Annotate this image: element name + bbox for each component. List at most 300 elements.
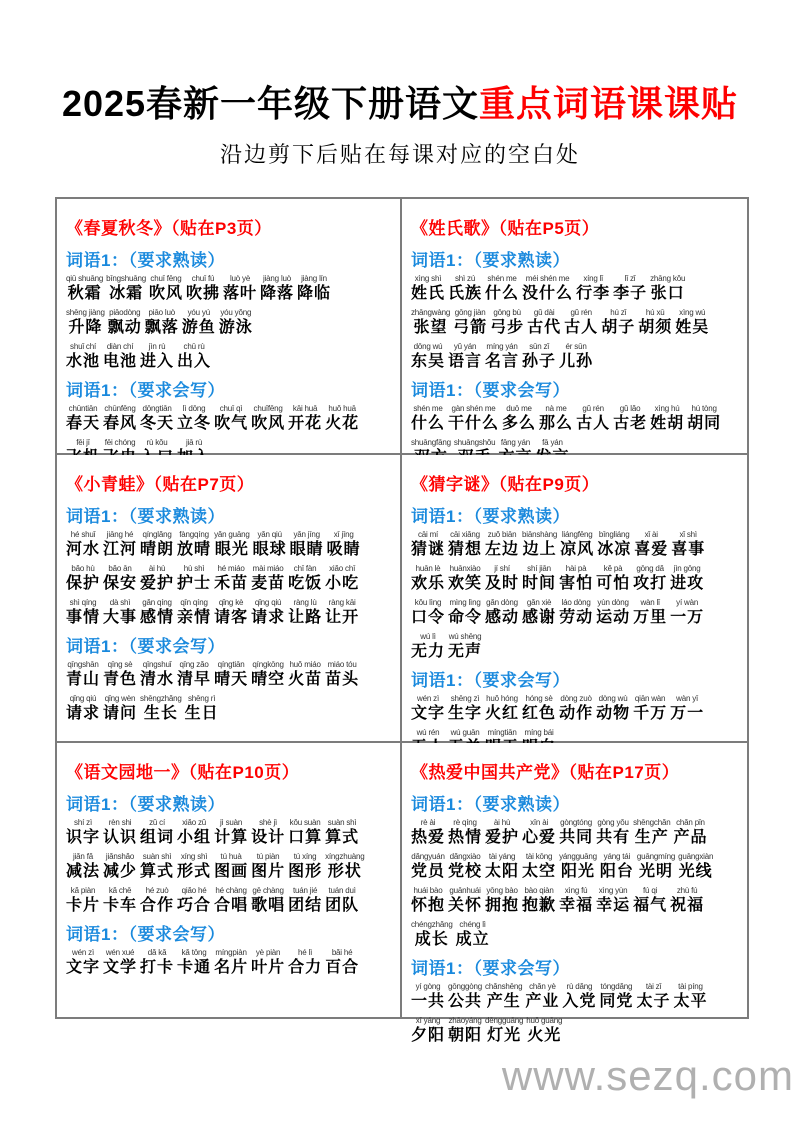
word-characters: 及时	[485, 575, 520, 592]
word-characters: 拥抱	[485, 897, 520, 914]
word-item	[140, 404, 174, 434]
word-characters: 运动	[596, 609, 631, 626]
word-line	[66, 564, 399, 594]
word-item	[177, 404, 211, 434]
word-pinyin: fēi chóng	[104, 438, 136, 447]
word-item	[251, 564, 285, 594]
card-title: 《热爱中国共产党》（贴在P17页）	[411, 763, 680, 782]
word-characters: 光线	[678, 863, 713, 880]
word-pinyin: ài hù	[148, 564, 166, 573]
word-characters: 青山	[66, 671, 101, 688]
word-item	[448, 598, 482, 628]
word-item	[103, 564, 137, 594]
word-characters: 冰凉	[597, 541, 632, 558]
word-pinyin: huānxiào	[449, 564, 481, 573]
word-pinyin: xíngzhuàng	[325, 852, 365, 861]
word-item	[522, 694, 556, 724]
word-item	[219, 308, 253, 338]
word-characters: 那么	[539, 415, 574, 432]
word-item	[103, 660, 137, 690]
word-characters: 亲情	[177, 609, 212, 626]
word-item	[177, 530, 211, 560]
word-pinyin: guānhuái	[449, 886, 481, 895]
word-item	[214, 564, 248, 594]
word-item	[485, 598, 519, 628]
word-characters: 口令	[411, 609, 446, 626]
word-pinyin: mài miáo	[252, 564, 284, 573]
word-item	[600, 852, 634, 882]
word-item	[633, 564, 667, 594]
word-item	[596, 818, 630, 848]
word-line	[411, 920, 746, 950]
word-characters: 名言	[485, 353, 520, 370]
word-pinyin: kǒu suàn	[289, 818, 321, 827]
word-characters: 太阳	[485, 863, 520, 880]
word-pinyin: yǎn qiú	[257, 530, 282, 539]
word-pinyin: kǎ tōng	[181, 948, 207, 957]
word-item	[66, 886, 100, 916]
word-item	[634, 530, 668, 560]
word-pinyin: fàngqíng	[179, 530, 209, 539]
word-item	[66, 694, 100, 724]
word-characters: 命令	[448, 609, 483, 626]
word-characters: 文字	[411, 705, 446, 722]
word-pinyin: suàn shì	[327, 818, 357, 827]
word-item	[596, 564, 630, 594]
word-line	[411, 598, 746, 628]
word-pinyin: huái bào	[413, 886, 443, 895]
word-pinyin: míngpiàn	[215, 948, 247, 957]
word-characters: 晴空	[251, 671, 286, 688]
word-pinyin: wú shēng	[448, 632, 482, 641]
word-item	[288, 886, 322, 916]
word-line	[66, 694, 399, 724]
word-pinyin: hù shì	[183, 564, 205, 573]
word-pinyin: zhāng kǒu	[650, 274, 686, 283]
word-item	[251, 598, 285, 628]
word-characters: 生字	[448, 705, 483, 722]
word-item	[638, 308, 672, 338]
word-pinyin: hóng sè	[525, 694, 553, 703]
word-characters: 儿孙	[559, 353, 594, 370]
word-pinyin: qīn qíng	[180, 598, 208, 607]
word-characters: 喜事	[671, 541, 706, 558]
word-characters: 幸运	[596, 897, 631, 914]
word-item	[576, 274, 610, 304]
watermark: www.sezq.com	[501, 1052, 794, 1099]
word-item	[564, 308, 598, 338]
word-pinyin: tóngdǎng	[600, 982, 633, 991]
word-characters: 成立	[455, 931, 490, 948]
word-pinyin: gǎn xiè	[526, 598, 552, 607]
word-pinyin: xìng wú	[679, 308, 706, 317]
word-pinyin: qīngshān	[67, 660, 99, 669]
word-item	[633, 818, 670, 848]
word-pinyin: hú xū	[645, 308, 665, 317]
word-item	[560, 530, 594, 560]
word-item	[636, 982, 670, 1012]
word-item	[288, 598, 322, 628]
word-characters: 时间	[522, 575, 557, 592]
word-characters: 游鱼	[181, 319, 216, 336]
word-item	[596, 598, 630, 628]
word-item	[559, 818, 593, 848]
word-characters: 卡片	[66, 897, 101, 914]
word-card-grid	[55, 197, 749, 1044]
word-characters: 感动	[485, 609, 520, 626]
word-characters: 胡同	[687, 415, 722, 432]
word-pinyin: jiā rù	[185, 438, 203, 447]
section-label: 词语1：（要求会写）	[411, 671, 570, 690]
word-item	[214, 818, 248, 848]
word-line	[411, 308, 746, 338]
word-item	[325, 598, 359, 628]
word-item	[140, 660, 174, 690]
word-characters: 火红	[485, 705, 520, 722]
word-pinyin: jiǎnshǎo	[105, 852, 135, 861]
word-line	[411, 818, 746, 848]
word-pinyin: rè ài	[420, 818, 436, 827]
word-item	[650, 404, 684, 434]
word-pinyin: ràng lù	[293, 598, 317, 607]
word-pinyin: huǒ guāng	[526, 1016, 563, 1025]
section-label: 词语1：（要求会写）	[411, 381, 570, 400]
word-item	[251, 818, 285, 848]
word-item	[66, 564, 100, 594]
word-item	[66, 852, 100, 882]
word-pinyin: chuīfēng	[253, 404, 283, 413]
word-characters: 感情	[140, 609, 175, 626]
word-characters: 图画	[214, 863, 249, 880]
word-item	[637, 852, 675, 882]
word-item	[678, 852, 713, 882]
word-characters: 巧合	[177, 897, 212, 914]
word-pinyin: jiǎn fǎ	[73, 852, 93, 861]
word-item	[411, 342, 445, 372]
word-pinyin: tuán jié	[293, 886, 318, 895]
word-characters: 张口	[650, 285, 685, 302]
word-item	[103, 948, 137, 978]
word-characters: 护士	[177, 575, 212, 592]
section-label: 词语1：（要求会写）	[66, 925, 225, 944]
word-pinyin: rù dǎng	[566, 982, 593, 991]
word-characters: 产品	[673, 829, 708, 846]
word-pinyin: xìng fú	[564, 886, 588, 895]
word-item	[140, 342, 174, 372]
word-item	[522, 274, 573, 304]
word-pinyin: wàn yī	[676, 694, 699, 703]
card-title: 《姓氏歌》（贴在P5页）	[411, 219, 600, 238]
word-characters: 吹气	[214, 415, 249, 432]
word-pinyin: liángfēng	[561, 530, 593, 539]
word-characters: 抱歉	[522, 897, 557, 914]
word-characters: 产业	[525, 993, 560, 1010]
word-item	[177, 852, 211, 882]
word-characters: 古代	[527, 319, 562, 336]
word-characters: 卡通	[177, 959, 212, 976]
word-pinyin: suàn shì	[142, 852, 172, 861]
word-item	[177, 660, 211, 690]
word-characters: 光明	[638, 863, 673, 880]
word-pinyin: chǎnshēng	[485, 982, 523, 991]
word-pinyin: guāngxiàn	[678, 852, 714, 861]
word-pinyin: lǐ zǐ	[624, 274, 636, 283]
word-characters: 猜想	[448, 541, 483, 558]
word-characters: 识字	[66, 829, 101, 846]
word-line	[66, 948, 399, 978]
word-characters: 设计	[251, 829, 286, 846]
word-item	[670, 598, 704, 628]
word-pinyin: jí shí	[494, 564, 510, 573]
word-item	[253, 530, 287, 560]
word-item	[448, 886, 482, 916]
word-item	[325, 660, 359, 690]
word-characters: 进入	[140, 353, 175, 370]
word-characters: 大事	[103, 609, 138, 626]
word-pinyin: gōng dǎ	[636, 564, 664, 573]
word-item	[66, 308, 105, 338]
word-characters: 灯光	[487, 1027, 522, 1044]
word-pinyin: tuán duì	[328, 886, 356, 895]
word-item	[214, 660, 248, 690]
word-item	[576, 404, 610, 434]
word-pinyin: láo dòng	[561, 598, 591, 607]
word-item	[485, 982, 522, 1012]
word-item	[182, 308, 216, 338]
word-characters: 感谢	[522, 609, 557, 626]
word-characters: 小组	[177, 829, 212, 846]
word-pinyin: tú piàn	[256, 852, 280, 861]
word-pinyin: jìn gōng	[673, 564, 701, 573]
word-characters: 张望	[413, 319, 448, 336]
word-pinyin: dòng wù	[598, 694, 628, 703]
word-characters: 吃饭	[288, 575, 323, 592]
word-item	[140, 886, 174, 916]
word-item	[66, 598, 100, 628]
word-pinyin: dòng zuò	[560, 694, 592, 703]
word-item	[66, 948, 100, 978]
word-item	[140, 852, 174, 882]
word-pinyin: duō me	[506, 404, 532, 413]
word-item	[149, 274, 183, 304]
word-item	[559, 564, 593, 594]
word-pinyin: sūn zǐ	[529, 342, 549, 351]
word-characters: 减法	[66, 863, 101, 880]
word-pinyin: tài kōng	[525, 852, 553, 861]
word-item	[103, 598, 137, 628]
word-characters: 晴天	[214, 671, 249, 688]
word-pinyin: jì suàn	[219, 818, 243, 827]
word-pinyin: mìng lìng	[449, 598, 481, 607]
word-item	[177, 818, 211, 848]
word-characters: 降落	[260, 285, 295, 302]
word-pinyin: jiàng lín	[301, 274, 327, 283]
word-characters: 孙子	[522, 353, 557, 370]
word-characters: 同党	[599, 993, 634, 1010]
word-line	[411, 564, 746, 594]
word-line	[66, 818, 399, 848]
word-item	[411, 274, 445, 304]
section-label: 词语1：（要求会写）	[411, 959, 570, 978]
word-item	[140, 818, 174, 848]
word-pinyin: shè jì	[259, 818, 278, 827]
word-item	[650, 274, 685, 304]
word-pinyin: yǔ yán	[453, 342, 477, 351]
word-pinyin: chī fàn	[293, 564, 317, 573]
word-pinyin: wú guān	[450, 728, 480, 737]
word-pinyin: gǎn dòng	[486, 598, 518, 607]
word-characters: 冬天	[140, 415, 175, 432]
word-pinyin: qǐng qiú	[254, 598, 282, 607]
word-pinyin: hài pà	[565, 564, 587, 573]
word-characters: 麦苗	[251, 575, 286, 592]
word-characters: 红色	[522, 705, 557, 722]
word-pinyin: huǒ huā	[328, 404, 356, 413]
page-title	[0, 76, 800, 127]
word-pinyin: hú zǐ	[610, 308, 627, 317]
word-pinyin: kǒu lìng	[414, 598, 442, 607]
word-characters: 口算	[288, 829, 323, 846]
word-line	[411, 852, 746, 882]
card-title: 《猜字谜》（贴在P9页）	[411, 475, 600, 494]
word-pinyin: luò yè	[229, 274, 251, 283]
word-item	[103, 530, 137, 560]
word-characters: 事情	[66, 609, 101, 626]
section-label: 词语1：（要求熟读）	[411, 251, 570, 270]
word-item	[456, 920, 490, 950]
word-pinyin: shēng zì	[450, 694, 480, 703]
word-pinyin: wú rén	[416, 728, 440, 737]
word-item	[411, 852, 445, 882]
word-pinyin: bīngshuāng	[106, 274, 146, 283]
word-characters: 火苗	[288, 671, 323, 688]
word-item	[559, 852, 597, 882]
section-label: 词语1：（要求熟读）	[66, 795, 225, 814]
word-item	[453, 308, 487, 338]
word-item	[559, 694, 593, 724]
word-item	[670, 564, 704, 594]
word-item	[522, 342, 556, 372]
word-pinyin: kāi huā	[292, 404, 318, 413]
word-pinyin: zuǒ biān	[487, 530, 517, 539]
word-characters: 计算	[214, 829, 249, 846]
word-pinyin: cāi mí	[417, 530, 439, 539]
word-pinyin: qīng zǎo	[179, 660, 209, 669]
word-pinyin: fú qi	[643, 886, 658, 895]
word-item	[485, 818, 519, 848]
word-pinyin: hé zuò	[145, 886, 169, 895]
word-pinyin: tài yáng	[488, 852, 516, 861]
word-item	[448, 274, 482, 304]
word-item	[411, 818, 445, 848]
word-item	[411, 982, 445, 1012]
word-pinyin: qiū shuāng	[66, 274, 104, 283]
word-item	[103, 886, 137, 916]
word-characters: 生长	[143, 705, 178, 722]
word-characters: 热情	[448, 829, 483, 846]
word-pinyin: hé miáo	[217, 564, 245, 573]
word-characters: 夕阳	[411, 1027, 446, 1044]
word-pinyin: míng yán	[486, 342, 518, 351]
word-line	[66, 308, 399, 338]
word-item	[297, 274, 331, 304]
word-item	[103, 404, 137, 434]
word-characters: 冰霜	[109, 285, 144, 302]
word-characters: 火花	[325, 415, 360, 432]
word-characters: 认识	[103, 829, 138, 846]
word-item	[290, 530, 324, 560]
word-item	[66, 530, 100, 560]
word-characters: 春天	[66, 415, 101, 432]
word-item	[185, 694, 219, 724]
word-pinyin: gǔ rén	[570, 308, 592, 317]
word-item	[596, 694, 630, 724]
word-pinyin: chéngzhǎng	[411, 920, 453, 929]
word-item	[140, 694, 182, 724]
word-item	[559, 342, 593, 372]
card-title: 《语文园地一》（贴在P10页）	[66, 763, 300, 782]
word-characters: 胡子	[601, 319, 636, 336]
word-characters: 请问	[103, 705, 138, 722]
word-characters: 语言	[448, 353, 483, 370]
word-pinyin: nà me	[545, 404, 567, 413]
word-characters: 李子	[613, 285, 648, 302]
word-item	[539, 404, 573, 434]
word-pinyin: dǎ kǎ	[147, 948, 167, 957]
word-characters: 合唱	[214, 897, 249, 914]
word-pinyin: shí jiān	[527, 564, 551, 573]
word-pinyin: zhāngwàng	[411, 308, 451, 317]
word-item	[251, 852, 285, 882]
word-characters: 请求	[251, 609, 286, 626]
word-pinyin: méi shén me	[525, 274, 570, 283]
word-characters: 什么	[485, 285, 520, 302]
word-characters: 边上	[522, 541, 557, 558]
word-item	[411, 920, 453, 950]
word-characters: 万一	[670, 705, 705, 722]
word-pinyin: kě pà	[603, 564, 623, 573]
word-line	[66, 598, 399, 628]
word-item	[448, 404, 499, 434]
word-pinyin: xiǎo chī	[329, 564, 356, 573]
word-pinyin: ràng kāi	[328, 598, 356, 607]
section-label: 词语1：（要求熟读）	[411, 795, 570, 814]
word-pinyin: dōng wú	[413, 342, 443, 351]
word-item	[223, 274, 257, 304]
word-item	[673, 982, 707, 1012]
word-characters: 水池	[66, 353, 101, 370]
word-item	[448, 694, 482, 724]
word-pinyin: bǎo ān	[108, 564, 132, 573]
word-characters: 清水	[140, 671, 175, 688]
word-characters: 福气	[633, 897, 668, 914]
word-characters: 左边	[485, 541, 520, 558]
word-pinyin: bào qiàn	[524, 886, 554, 895]
word-pinyin: shì qíng	[69, 598, 97, 607]
word-characters: 太平	[673, 993, 708, 1010]
word-pinyin: míng bái	[524, 728, 554, 737]
word-characters: 爱护	[485, 829, 520, 846]
word-line	[411, 530, 746, 560]
word-pinyin: shuǐ chí	[70, 342, 96, 351]
word-characters: 降临	[297, 285, 332, 302]
card-title: 《小青蛙》（贴在P7页）	[66, 475, 255, 494]
word-item	[502, 404, 536, 434]
word-item	[601, 308, 635, 338]
word-pinyin: shēng rì	[187, 694, 216, 703]
word-item	[448, 818, 482, 848]
word-characters: 吹风	[148, 285, 183, 302]
